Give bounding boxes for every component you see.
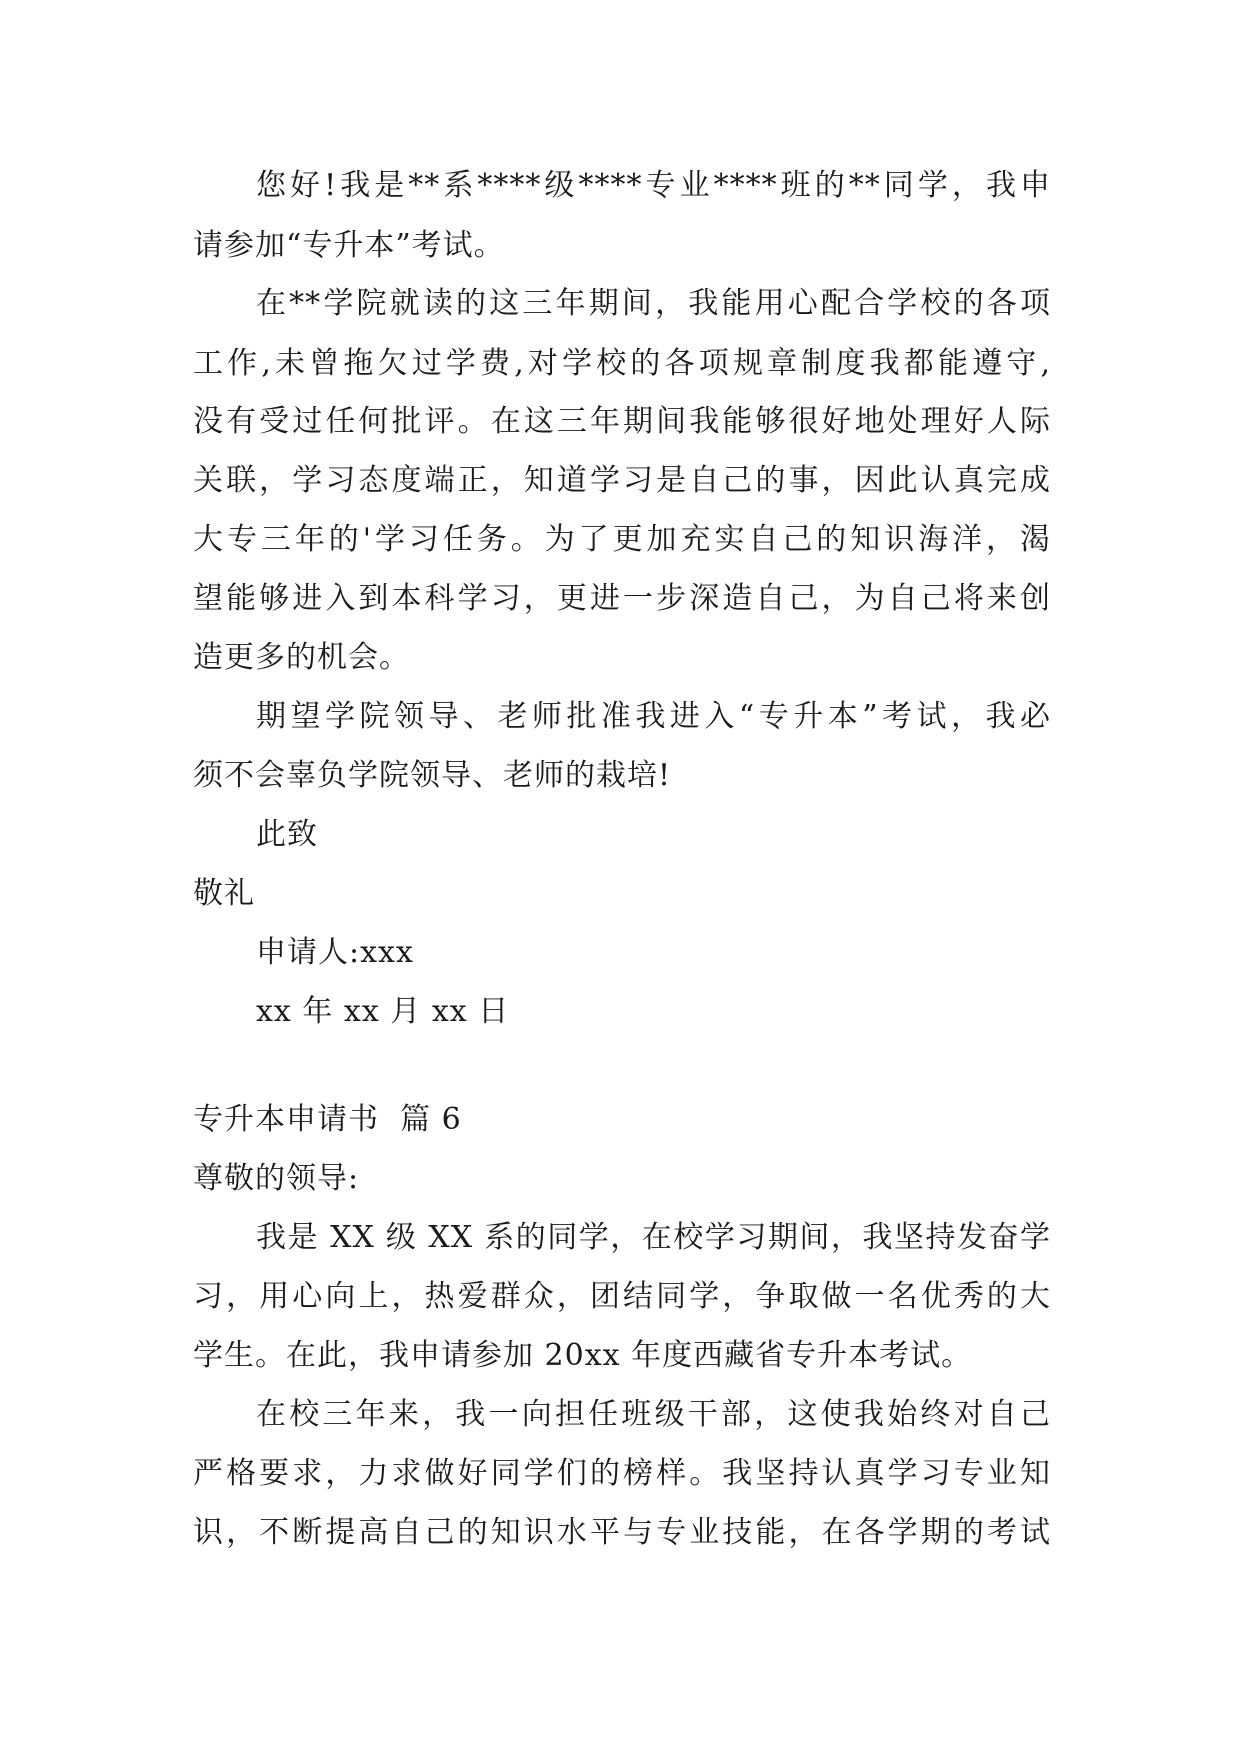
paragraph-line: 没有受过任何批评。在这三年期间我能够很好地处理好人际 (193, 404, 1051, 439)
paragraph-line: 望能够进入到本科学习，更进一步深造自己，为自己将来创 (193, 581, 1051, 616)
paragraph-line: 在校三年来，我一向担任班级干部，这使我始终对自己 (256, 1397, 1051, 1432)
paragraph-line: 期望学院领导、老师批准我进入“专升本”考试，我必 (256, 699, 1051, 734)
paragraph-line: 造更多的机会。 (193, 640, 410, 675)
paragraph-line: 工作,未曾拖欠过学费,对学校的各项规章制度我都能遵守, (193, 346, 1051, 381)
closing-line: 敬礼 (193, 876, 255, 911)
paragraph-line: 学生。在此，我申请参加 20xx 年度西藏省专升本考试。 (193, 1338, 973, 1373)
paragraph-line: 须不会辜负学院领导、老师的栽培! (193, 758, 672, 793)
paragraph-line: 关联，学习态度端正，知道学习是自己的事，因此认真完成 (193, 463, 1051, 498)
salutation: 尊敬的领导: (193, 1161, 360, 1196)
paragraph-line: 我是 XX 级 XX 系的同学，在校学习期间，我坚持发奋学 (256, 1220, 1051, 1255)
paragraph-line: 您好!我是**系****级****专业****班的**同学，我申 (256, 168, 1051, 203)
paragraph-line: 严格要求，力求做好同学们的榜样。我坚持认真学习专业知 (193, 1456, 1051, 1491)
applicant-line: 申请人:xxx (256, 935, 414, 970)
date-line: xx 年 xx 月 xx 日 (256, 994, 510, 1029)
closing-line: 此致 (256, 817, 318, 852)
paragraph-line: 大专三年的'学习任务。为了更加充实自己的知识海洋，渴 (193, 522, 1051, 557)
paragraph-line: 请参加“专升本”考试。 (193, 228, 505, 263)
paragraph-line: 在**学院就读的这三年期间，我能用心配合学校的各项 (256, 286, 1051, 321)
section-heading: 专升本申请书 篇 6 (193, 1102, 462, 1137)
paragraph-line: 习，用心向上，热爱群众，团结同学，争取做一名优秀的大 (193, 1279, 1051, 1314)
paragraph-line: 识，不断提高自己的知识水平与专业技能，在各学期的考试 (193, 1515, 1051, 1550)
